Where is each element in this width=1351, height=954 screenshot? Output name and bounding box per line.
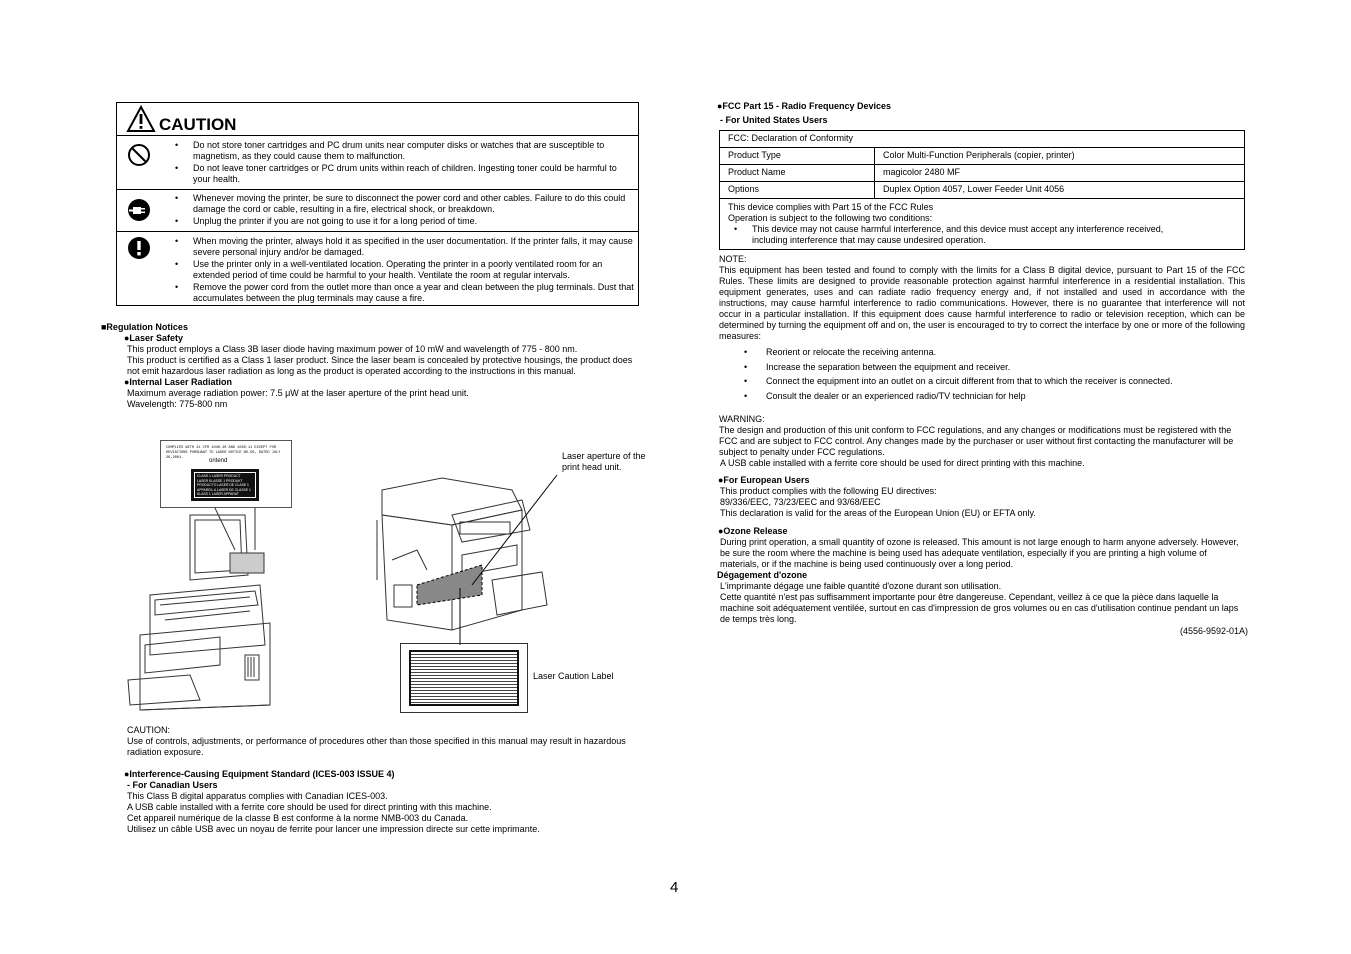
sticker-label-block <box>191 469 259 501</box>
warning-text: The design and production of this unit conform to FCC regulations, and any changes or modifications must be registered with the FCC and are subject to FCC control. Any changes made by the purchaser or user without first contacting the manufacturer will be subject to penalty under FCC regulations. <box>719 425 1234 457</box>
note-text: This equipment has been tested and found to comply with the limits for a Class B digital device, pursuant to Part 15 of the FCC Rules. These limits are designed to provide reasonable protection against harmful interference in a residential installation. This equipment generates, uses and can radiate radio frequency energy and, if not installed and used in accordance with the instructions, may cause harmful interference to radio communications. However, there is no guarantee that interference will not occur in a particular installation. If this equipment does cause harmful interference to radio or television reception, which can be determined by turning the equipment off and on, the user is encouraged to try to correct the interface by one or more of the following measures: <box>719 265 1245 341</box>
table-cell-label: Options <box>720 182 875 199</box>
table-title: FCC: Declaration of Conformity <box>720 131 1245 148</box>
printer-closed-illustration <box>372 470 562 650</box>
note-heading: NOTE: <box>719 254 747 264</box>
paragraph: A USB cable installed with a ferrite core should be used for direct printing with this machine. <box>127 802 492 812</box>
paragraph: Utilisez un câble USB avec un noyau de ferrite pour lancer une impression directe sur cette imprimante. <box>127 824 540 834</box>
paragraph: This device complies with Part 15 of the FCC Rules <box>728 202 934 212</box>
caution-row-moving <box>117 190 638 232</box>
internal-laser-heading: ●Internal Laser Radiation <box>124 377 232 387</box>
paragraph: This declaration is valid for the areas of the European Union (EU) or EFTA only. <box>720 508 1036 518</box>
page-number: 4 <box>670 879 679 896</box>
ozone-fr-heading: Dégagement d'ozone <box>717 570 808 580</box>
sticker-inner <box>194 472 256 498</box>
caution-label-callout: Laser Caution Label <box>533 671 614 681</box>
paragraph: 89/336/EEC, 73/23/EEC and 93/68/EEC <box>720 497 881 507</box>
warning-heading: WARNING: <box>719 414 765 424</box>
laser-safety-text <box>127 344 647 377</box>
aperture-callout: Laser aperture of the print head unit. <box>562 451 646 472</box>
caution-note-text: Use of controls, adjustments, or performance of procedures other than those specified in this manual may result in hazardous radiation exposure. <box>127 736 626 757</box>
list-item: • Reorient or relocate the receiving antenna. <box>766 347 936 358</box>
caution-list <box>175 140 635 186</box>
paragraph: Maximum average radiation power: 7.5 μW at the laser aperture of the print head unit. <box>127 388 469 398</box>
ozone-heading: ●Ozone Release <box>718 526 788 536</box>
ozone-text: During print operation, a small quantity of ozone is released. This amount is not large enough to harm anyone adversely. However, be sure the room where the machine is being used has adequate ventilation, especially if you are printing a high volume of materials, or if the machine is being used continuously over a long period. <box>720 537 1239 569</box>
sticker-line: KLASS 1 LASER APPARAT <box>197 492 239 497</box>
caution-row-operation <box>117 232 638 308</box>
caution-list <box>175 193 635 228</box>
caution-title: CAUTION <box>159 115 237 134</box>
table-row <box>720 182 1245 199</box>
list-item: • Do not leave toner cartridges or PC drum units within reach of children. Ingesting toner could be harmful to your health. <box>175 163 635 185</box>
exclamation-icon <box>127 236 151 260</box>
table-cell-value: magicolor 2480 MF <box>875 165 1245 182</box>
sticker-line: CLASS 1 LASER PRODUCT <box>197 474 241 478</box>
warning-triangle-icon <box>126 105 156 133</box>
fcc-heading: ●FCC Part 15 - Radio Frequency Devices <box>717 101 891 111</box>
list-item: • When moving the printer, always hold it as specified in the user documentation. If the printer falls, it may cause severe personal injury and/or be damaged. <box>175 236 635 258</box>
warning-usb: A USB cable installed with a ferrite core should be used for direct printing with this machine. <box>720 458 1085 468</box>
ices-text <box>127 791 647 835</box>
laser-caution-label-frame <box>400 643 528 713</box>
caution-row-storage <box>117 136 638 190</box>
caution-header <box>117 103 638 136</box>
sticker-line: PRODUCTO LASER DE CLASE 1 <box>197 483 249 488</box>
ozone-fr-line2: Cette quantité n'est pas suffisamment importante pour être dangereuse. Cependant, veillez à ce que la pièce dans laquelle la machine soit adéquatement ventilée, surtout en cas d'impression de gros volumes ou en cas d'utilisation continue pendant un laps de temps très long. <box>720 592 1239 624</box>
paragraph: This product complies with the following EU directives: <box>720 486 937 496</box>
fcc-subheading: - For United States Users <box>720 115 828 125</box>
sticker-line: LASER KLASSE 1 PRODUKT <box>197 478 243 483</box>
paragraph: This product employs a Class 3B laser diode having maximum power of 10 mW and wavelength of 775 - 800 nm. <box>127 344 578 354</box>
ices-heading: ●Interference-Causing Equipment Standard (ICES-003 ISSUE 4) <box>124 769 395 779</box>
list-item: • Remove the power cord from the outlet more than once a year and clean between the plug terminals. Dust that accumulates between the plug terminals may cause a fire. <box>175 282 635 304</box>
list-item: • Unplug the printer if you are not going to use it for a long period of time. <box>175 216 635 227</box>
list-item <box>728 224 1236 246</box>
internal-laser-text <box>127 388 647 410</box>
list-item: • Do not store toner cartridges and PC drum units near computer disks or watches that are susceptible to magnetism, as they could cause them to malfunction. <box>175 140 635 162</box>
list-item: • Use the printer only in a well-ventilated location. Operating the printer in a poorly ventilated room for an extended period of time could be harmful to your health. Ventilate the room at regular intervals. <box>175 259 635 281</box>
list-item: • Whenever moving the printer, be sure to disconnect the power cord and other cables. Failure to do this could damage the cord or cable, resulting in a fire, electrical shock, or breakdown. <box>175 193 635 215</box>
caution-box <box>116 102 639 306</box>
paragraph: This Class B digital apparatus complies with Canadian ICES-003. <box>127 791 388 801</box>
caution-note-heading: CAUTION: <box>127 725 171 735</box>
laser-safety-heading: ●Laser Safety <box>124 333 183 343</box>
table-cell-label: Product Type <box>720 148 875 165</box>
sticker-brand: ontend <box>209 458 228 464</box>
paragraph: This product is certified as a Class 1 laser product. Since the laser beam is concealed by protective housings, the product does not emit hazardous laser radiation as long as the product is operated according to the instructions in this manual. <box>127 355 633 376</box>
table-cell-label: Product Name <box>720 165 875 182</box>
list-item-text: This device may not cause harmful interference, and this device must accept any interference received, including interference that may cause undesired operation. <box>752 224 1164 245</box>
compliance-cell <box>720 199 1245 250</box>
bullet: • <box>734 224 738 234</box>
eu-text <box>720 486 1240 519</box>
laser-caution-label-image <box>409 650 519 706</box>
ozone-fr-line1: L'imprimante dégage une faible quantité d'ozone durant son utilisation. <box>720 581 1002 591</box>
paragraph: Wavelength: 775-800 nm <box>127 399 228 409</box>
list-item: • Connect the equipment into an outlet on a circuit different from that to which the receiver is connected. <box>766 376 1173 387</box>
paragraph: Operation is subject to the following two conditions: <box>728 213 933 223</box>
eu-heading: ●For European Users <box>718 475 810 485</box>
sticker-text: COMPLIES WITH 21 CFR 1040.10 AND 1040.11 EXCEPT FOR DEVIATIONS PURSUANT TO LASER NOTICE NO.50, DATED JULY 26,2001. <box>166 446 281 460</box>
regulation-heading: ■Regulation Notices <box>101 322 188 332</box>
paragraph: Cet appareil numérique de la classe B est conforme à la norme NMB-003 du Canada. <box>127 813 469 823</box>
table-row <box>720 165 1245 182</box>
sticker-line: APPAREIL A LASER DE CLASSE 1 <box>197 487 251 492</box>
prohibition-icon <box>127 143 151 167</box>
table-cell-value: Duplex Option 4057, Lower Feeder Unit 4056 <box>875 182 1245 199</box>
fcc-declaration-table <box>719 130 1245 250</box>
list-item: • Increase the separation between the equipment and receiver. <box>766 362 1010 373</box>
unplug-icon <box>127 198 151 222</box>
laser-sticker <box>160 440 292 508</box>
document-code: (4556-9592-01A) <box>1180 626 1249 636</box>
caution-list <box>175 236 635 305</box>
table-cell-value: Color Multi-Function Peripherals (copier, printer) <box>875 148 1245 165</box>
table-row <box>720 199 1245 250</box>
printer-open-illustration <box>120 505 280 715</box>
ices-subheading: - For Canadian Users <box>127 780 218 790</box>
list-item: • Consult the dealer or an experienced radio/TV technician for help <box>766 391 1026 402</box>
table-row <box>720 131 1245 148</box>
table-row <box>720 148 1245 165</box>
